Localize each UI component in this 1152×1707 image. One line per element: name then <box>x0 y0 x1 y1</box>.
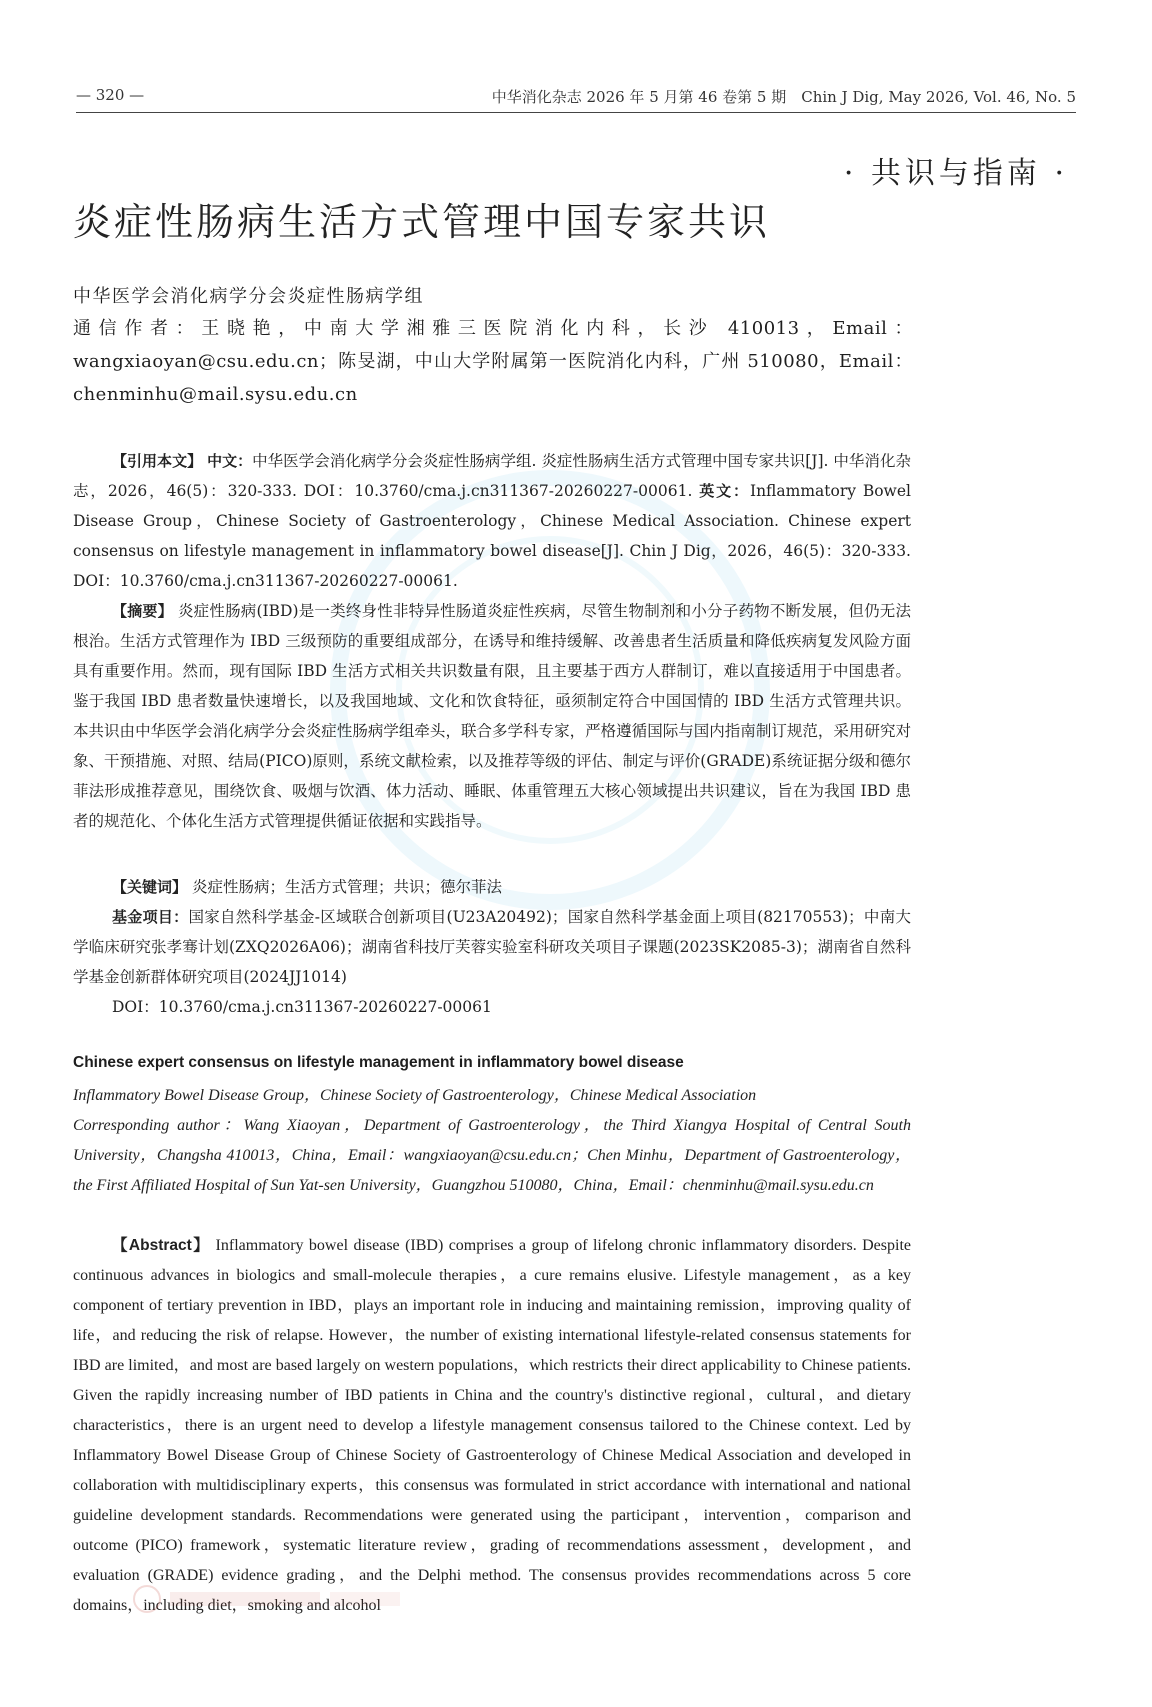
section-tag: · 共识与指南 · <box>843 156 1068 191</box>
english-abstract-text: Inflammatory bowel disease (IBD) comprises a group of lifelong chronic inflammatory disorders. Despite continuous advances in biologics and small-molecule therapies，a cure remains elusive. Lifestyle management，as a key component of tertiary prevention in IBD，plays an important role in inducing and maintaining remission，improving quality of life，and reducing the risk of relapse. However，the number of existing international lifestyle-related consensus statements for IBD are limited，and most are based largely on western populations，which restricts their direct applicability to Chinese patients. Given the rapidly increasing number of IBD patients in China and the country's distinctive regional，cultural，and dietary characteristics，there is an urgent need to develop a lifestyle management consensus tailored to the Chinese context. Led by Inflammatory Bowel Disease Group of Chinese Society of Gastroenterology of Chinese Medical Association and developed in collaboration with multidisciplinary experts，this consensus was formulated in strict accordance with international and national guideline development standards. Recommendations were generated using the participant，intervention，comparison and outcome (PICO) framework，systematic literature review，grading of recommendations assessment，development，and evaluation (GRADE) evidence grading，and the Delphi method. The consensus provides recommendations across 5 core domains，including diet，smoking and alcohol <box>73 1237 912 1614</box>
abstract-cn <box>73 596 911 836</box>
journal-running-head: 中华消化杂志 2026 年 5 月第 46 卷第 5 期 Chin J Dig, May 2026, Vol. 46, No. 5 <box>491 88 1076 106</box>
keywords-cn <box>73 872 911 902</box>
article-title: 炎症性肠病生活方式管理中国专家共识 <box>73 200 771 244</box>
page-number: — 320 — <box>76 86 145 104</box>
english-abstract <box>73 1231 911 1621</box>
funding-cn-text: 国家自然科学基金-区域联合创新项目(U23A20492)；国家自然科学基金面上项目(82170553)；中南大学临床研究张孝骞计划(ZXQ2026A06)；湖南省科技厅芙蓉实验室科研攻关项目子课题(2023SK2085-3)；湖南省自然科学基金创新群体研究项目(2024JJ1014) <box>73 908 911 986</box>
citation-cn: 中华医学会消化病学分会炎症性肠病学组. 炎症性肠病生活方式管理中国专家共识[J]. 中华消化杂志，2026，46(5)：320-333. DOI：10.3760/cma.j.cn311367-20260227-00061. <box>73 452 911 500</box>
abstract-cn-text: 炎症性肠病(IBD)是一类终身性非特异性肠道炎症性疾病，尽管生物制剂和小分子药物不断发展，但仍无法根治。生活方式管理作为 IBD 三级预防的重要组成部分，在诱导和维持缓解、改善患者生活质量和降低疾病复发风险方面具有重要作用。然而，现有国际 IBD 生活方式相关共识数量有限，且主要基于西方人群制订，难以直接适用于中国患者。鉴于我国 IBD 患者数量快速增长，以及我国地域、文化和饮食特征，亟须制定符合中国国情的 IBD 生活方式管理共识。本共识由中华医学会消化病学分会炎症性肠病学组牵头，联合多学科专家，严格遵循国际与国内指南制订规范，采用研究对象、干预措施、对照、结局(PICO)原则，系统文献检索，以及推荐等级的评估、制定与评价(GRADE)系统证据分级和德尔菲法形成推荐意见，围绕饮食、吸烟与饮酒、体力活动、睡眠、体重管理五大核心领域提出共识建议，旨在为我国 IBD 患者的规范化、个体化生活方式管理提供循证依据和实践指导。 <box>73 602 911 830</box>
english-title: Chinese expert consensus on lifestyle management in inflammatory bowel disease <box>73 1054 684 1071</box>
citation-label: 【引用本文】 <box>112 452 203 470</box>
doi-cn: DOI：10.3760/cma.j.cn311367-20260227-00061 <box>112 998 492 1016</box>
english-corresponding-author: Corresponding author：Wang Xiaoyan，Department of Gastroenterology，the Third Xiangya Hospital of Central South University，Changsha 410013，China，Email：wangxiaoyan@csu.edu.cn；Chen Minhu，Department of Gastroenterology，the First Affiliated Hospital of Sun Yat-sen University，Guangzhou 510080，China，Email：chenminhu@mail.sysu.edu.cn <box>73 1117 911 1194</box>
citation-block <box>73 446 911 596</box>
citation-en-label: 英文： <box>699 482 750 500</box>
keywords-cn-text: 炎症性肠病；生活方式管理；共识；德尔菲法 <box>191 878 502 896</box>
funding-cn <box>73 902 911 992</box>
english-abstract-label: 【Abstract】 <box>112 1237 211 1254</box>
corresponding-author-cn: 通信作者：王晓艳，中南大学湘雅三医院消化内科，长沙 410013，Email：wangxiaoyan@csu.edu.cn；陈旻湖，中山大学附属第一医院消化内科，广州 510080，Email：chenminhu@mail.sysu.edu.cn <box>73 318 913 405</box>
funding-cn-label: 基金项目： <box>112 908 189 926</box>
header-rule <box>76 112 1076 113</box>
english-author-group: Inflammatory Bowel Disease Group，Chinese Society of Gastroenterology，Chinese Medical Association <box>73 1087 757 1104</box>
keywords-cn-label: 【关键词】 <box>112 878 188 896</box>
abstract-cn-label: 【摘要】 <box>112 602 173 620</box>
citation-en: Inflammatory Bowel Disease Group，Chinese Society of Gastroenterology，Chinese Medical Association. Chinese expert consensus on lifestyle management in inflammatory bowel disease[J]. Chin J Dig，2026，46(5)：320-333. DOI：10.3760/cma.j.cn311367-20260227-00061. <box>73 482 911 590</box>
citation-cn-label: 中文： <box>207 452 253 470</box>
author-group-cn: 中华医学会消化病学分会炎症性肠病学组 <box>73 286 424 307</box>
